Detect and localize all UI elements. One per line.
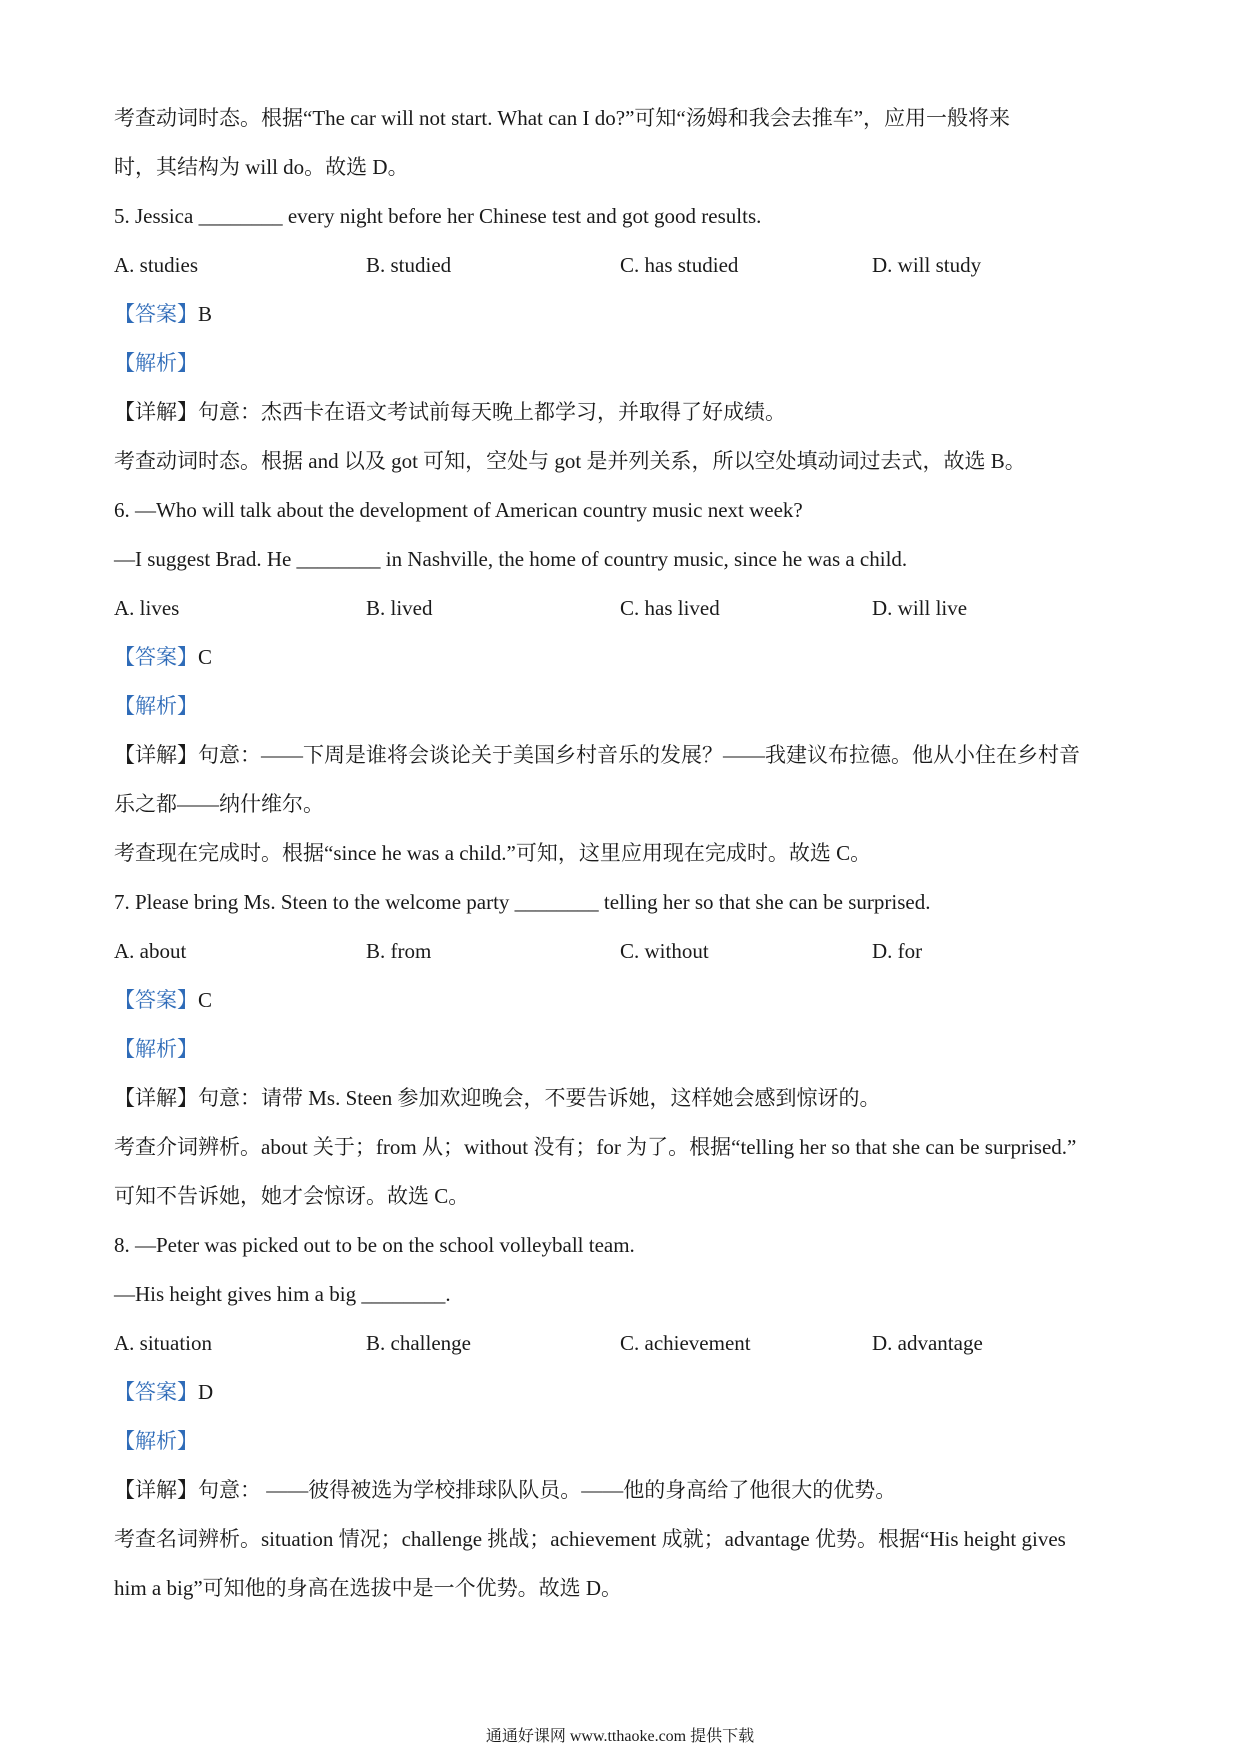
explanation-line: 时，其结构为 will do。故选 D。 xyxy=(114,155,409,179)
explanation-line: 考查动词时态。根据 and 以及 got 可知，空处与 got 是并列关系，所以空处填动词过去式，故选 B。 xyxy=(114,449,1026,473)
question-6: 6. —Who will talk about the development of American country music next week? xyxy=(114,498,803,522)
answer-line xyxy=(114,1378,1134,1406)
option-b: B. lived xyxy=(366,596,433,620)
question-6-response: —I suggest Brad. He ________ in Nashville, the home of country music, since he was a child. xyxy=(114,547,908,571)
answer-line xyxy=(114,300,1134,328)
detail-line xyxy=(114,398,1134,426)
option-b: B. from xyxy=(366,939,432,963)
detail-line xyxy=(114,1084,1134,1112)
detail-text: 句意：——下周是谁将会谈论关于美国乡村音乐的发展？——我建议布拉德。他从小住在乡村音 xyxy=(198,743,1080,767)
explanation-line: 考查动词时态。根据“The car will not start. What can I do?”可知“汤姆和我会去推车”，应用一般将来 xyxy=(114,106,1011,130)
question-7: 7. Please bring Ms. Steen to the welcome party ________ telling her so that she can be surprised. xyxy=(114,890,931,914)
option-b: B. challenge xyxy=(366,1331,471,1355)
option-d: D. for xyxy=(872,939,923,963)
answer-tag: 【答案】 xyxy=(114,645,198,669)
detail-text: 句意：杰西卡在语文考试前每天晚上都学习，并取得了好成绩。 xyxy=(198,400,786,424)
analysis-tag: 【解析】 xyxy=(114,1037,198,1061)
option-d: D. advantage xyxy=(872,1331,983,1355)
analysis-tag: 【解析】 xyxy=(114,1429,198,1453)
explanation-line: 考查现在完成时。根据“since he was a child.”可知，这里应用现在完成时。故选 C。 xyxy=(114,841,872,865)
answer-line xyxy=(114,643,1134,671)
option-a: A. about xyxy=(114,939,187,963)
detail-line-continued: 乐之都——纳什维尔。 xyxy=(114,792,324,816)
detail-line xyxy=(114,1476,1134,1504)
question-8-response: —His height gives him a big ________. xyxy=(114,1282,451,1306)
question-7-options xyxy=(114,937,1134,965)
explanation-line-continued: 可知不告诉她，她才会惊讶。故选 C。 xyxy=(114,1184,470,1208)
answer-value: C xyxy=(198,645,213,669)
detail-line xyxy=(114,741,1134,769)
detail-text: 句意：请带 Ms. Steen 参加欢迎晚会，不要告诉她，这样她会感到惊讶的。 xyxy=(198,1086,881,1110)
option-d: D. will live xyxy=(872,596,968,620)
detail-tag: 【详解】 xyxy=(114,1086,198,1110)
explanation-line: 考查介词辨析。about 关于；from 从；without 没有；for 为了。根据“telling her so that she can be surprised.” xyxy=(114,1135,1077,1159)
detail-tag: 【详解】 xyxy=(114,400,198,424)
question-5: 5. Jessica ________ every night before her Chinese test and got good results. xyxy=(114,204,762,228)
detail-text: 句意： ——彼得被选为学校排球队队员。——他的身高给了他很大的优势。 xyxy=(198,1478,897,1502)
analysis-tag: 【解析】 xyxy=(114,351,198,375)
option-c: C. has studied xyxy=(620,253,739,277)
answer-value: D xyxy=(198,1380,214,1404)
option-c: C. without xyxy=(620,939,709,963)
option-d: D. will study xyxy=(872,253,982,277)
detail-tag: 【详解】 xyxy=(114,1478,198,1502)
analysis-tag-line xyxy=(114,1035,1134,1063)
question-5-options xyxy=(114,251,1134,279)
answer-tag: 【答案】 xyxy=(114,988,198,1012)
answer-tag: 【答案】 xyxy=(114,1380,198,1404)
analysis-tag-line xyxy=(114,349,1134,377)
option-c: C. achievement xyxy=(620,1331,751,1355)
analysis-tag: 【解析】 xyxy=(114,694,198,718)
detail-tag: 【详解】 xyxy=(114,743,198,767)
option-c: C. has lived xyxy=(620,596,720,620)
question-8-options xyxy=(114,1329,1134,1357)
analysis-tag-line xyxy=(114,692,1134,720)
answer-tag: 【答案】 xyxy=(114,302,198,326)
question-8: 8. —Peter was picked out to be on the school volleyball team. xyxy=(114,1233,635,1257)
explanation-line: 考查名词辨析。situation 情况；challenge 挑战；achievement 成就；advantage 优势。根据“His height gives xyxy=(114,1527,1066,1551)
option-a: A. studies xyxy=(114,253,198,277)
page-footer: 通通好课网 www.tthaoke.com 提供下载 xyxy=(485,1728,755,1745)
answer-value: B xyxy=(198,302,213,326)
answer-line xyxy=(114,986,1134,1014)
explanation-line-continued: him a big”可知他的身高在选拔中是一个优势。故选 D。 xyxy=(114,1576,623,1600)
analysis-tag-line xyxy=(114,1427,1134,1455)
question-6-options xyxy=(114,594,1134,622)
option-a: A. situation xyxy=(114,1331,212,1355)
answer-value: C xyxy=(198,988,213,1012)
option-b: B. studied xyxy=(366,253,452,277)
option-a: A. lives xyxy=(114,596,180,620)
